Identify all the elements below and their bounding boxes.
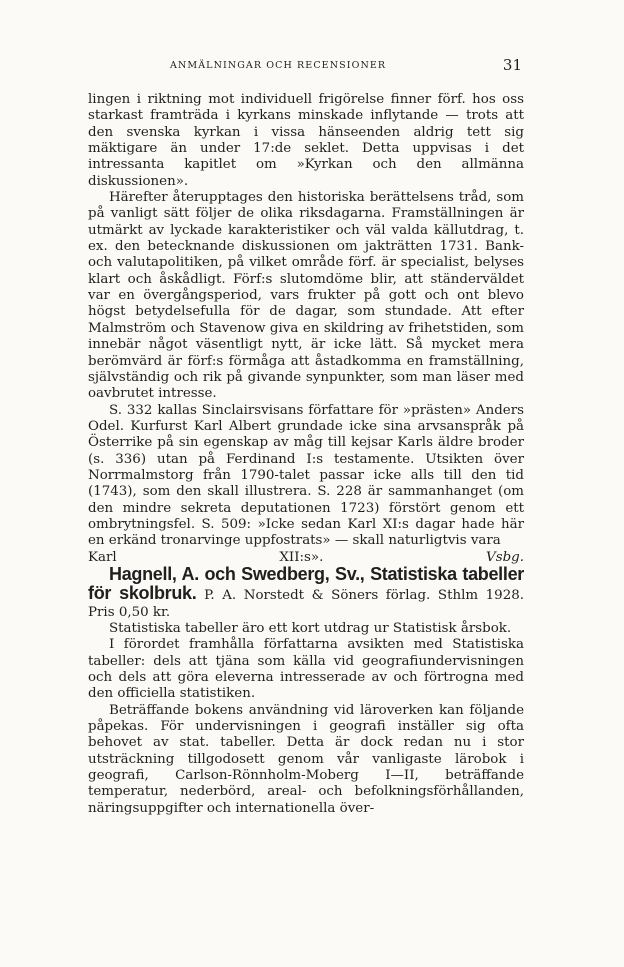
running-title: ANMÄLNINGAR OCH RECENSIONER bbox=[170, 60, 387, 71]
paragraph: Beträffande bokens användning vid läroverken kan följande påpekas. För undervisningen i geografi inställer sig ofta behovet av stat. tabeller. Detta är dock redan nu i stor utsträckning tillgodosett genom vår vanligaste lärobok i geografi, Carlson-Rönnholm-Moberg I—II, beträffande temperatur, nederbörd, areal- och befolkningsförhållanden, näringsuppgifter och internationella över- bbox=[88, 702, 524, 816]
page-body bbox=[88, 92, 524, 817]
paragraph: lingen i riktning mot individuell frigörelse finner förf. hos oss starkast framträda i kyrkans minskade inflytande — trots att den svenska kyrkan i vissa hänseenden aldrig tett sig mäktigare än under 17:de seklet. Detta uppvisas i det intressanta kapitlet om »Kyrkan och den allmänna diskussionen». bbox=[88, 92, 524, 189]
paragraph: S. 332 kallas Sinclairsvisans författare för »prästen» Anders Odel. Kurfurst Karl Albert grundade icke sina arvsanspråk på Österrike på sin egenskap av måg till kejsar Karls äldre broder (s. 336) utan på Ferdinand I:s testamente. Utsikten över Norrmalmstorg från 1790-talet passar icke alls till den tid (1743), som den skall illustrera. S. 228 är sammanhanget (om den mindre sekreta deputationen 1723) förstört genom ett ombrytningsfel. S. 509: »Icke sedan Karl XI:s dagar hade här en erkänd tronarvinge uppfostrats» — skall naturligtvis vara bbox=[88, 402, 524, 549]
paragraph: Statistiska tabeller äro ett kort utdrag ur Statistisk årsbok. bbox=[109, 621, 512, 636]
paragraph: Härefter återupptages den historiska berättelsens tråd, som på vanligt sätt följer de olika riksdagarna. Framställningen är utmärkt av lyckade karakteristiker och väl valda källutdrag, t. ex. den betecknande diskussionen om jakträtten 1731. Bank- och valutapolitiken, på vilket område förf. är specialist, belyses klart och åskådligt. Förf:s slutomdöme blir, att ständerväldet var en övergångsperiod, vars frukter på gott och ont blevo högst betydelsefulla för de dagar, som stundade. Att efter Malmström och Stavenow giva en skildring av frihetstiden, som innebär något väsentligt nytt, är icke lätt. Så mycket mera berömvärd är förf:s förmåga att åstadkomma en framställning, självständig och rik på givande synpunkter, som man läser med oavbrutet intresse. bbox=[88, 190, 524, 402]
review-title: Hagnell, A. och Swedberg, Sv., Statistiska tabeller för skolbruk. bbox=[88, 563, 524, 604]
book-page bbox=[88, 56, 524, 817]
closing-text: Karl XII:s». bbox=[88, 549, 324, 565]
publication-info: P. A. Norstedt & Söners förlag. Sthlm 1928. Pris 0,50 kr. bbox=[88, 588, 524, 620]
running-head bbox=[88, 56, 524, 78]
review-heading bbox=[88, 563, 524, 621]
paragraph: I förordet framhålla författarna avsikten med Statistiska tabeller: dels att tjäna som källa vid geografiundervisningen och dels att göra eleverna intresserade av och förtrogna med den officiella statistiken. bbox=[88, 637, 524, 702]
reviewer-signature: Vsbg. bbox=[486, 549, 524, 565]
page-number: 31 bbox=[502, 56, 522, 74]
